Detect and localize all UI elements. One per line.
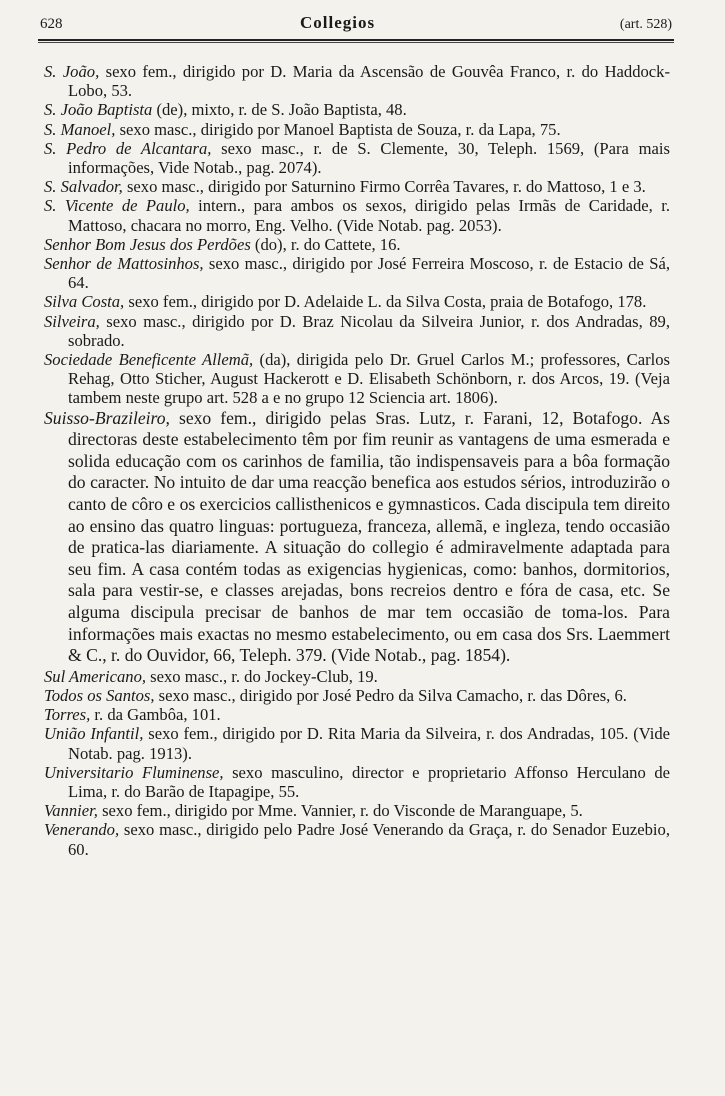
entry-name: S. Salvador,	[44, 177, 123, 197]
entry-text: (do), r. do Cattete, 16.	[250, 234, 401, 254]
entry-name: Venerando,	[44, 820, 120, 840]
list-item	[44, 666, 670, 686]
entry-text: sexo fem., dirigido por Mme. Vannier, r. do Visconde de Maranguape, 5.	[97, 801, 583, 821]
list-item	[44, 311, 670, 350]
entry-name: Torres,	[44, 705, 91, 725]
entry-name: Silva Costa,	[44, 292, 125, 312]
list-item	[44, 177, 670, 197]
entry-text: sexo masc., dirigido por Manoel Baptista de Souza, r. da Lapa, 75.	[115, 119, 561, 139]
list-item	[44, 407, 670, 667]
entry-name: Senhor de Mattosinhos,	[44, 254, 204, 274]
list-item	[44, 762, 670, 801]
list-item	[44, 820, 670, 859]
entry-list	[38, 62, 670, 859]
entry-name: Senhor Bom Jesus dos Perdões	[44, 234, 251, 254]
entry-text: (da), dirigida pelo Dr. Gruel Carlos M.; professores, Carlos Rehag, Otto Sticher, August Hackerott e D. Elisabeth Schönborn, r. dos Arcos, 19. (Veja tambem neste grupo art. 528 a e no grupo 12 Sciencia art. 1806).	[68, 350, 670, 408]
list-item	[44, 292, 670, 312]
entry-name: S. João Baptista	[44, 100, 153, 120]
list-item	[44, 234, 670, 254]
entry-text: sexo fem., dirigido por D. Maria da Ascensão de Gouvêa Franco, r. do Haddock-Lobo, 53.	[68, 62, 670, 101]
entry-text: (de), mixto, r. de S. João Baptista, 48.	[152, 100, 407, 120]
entry-name: Sociedade Beneficente Allemã,	[44, 350, 254, 370]
list-item	[44, 705, 670, 725]
entry-name: Suisso-Brazileiro,	[44, 407, 170, 428]
book-page	[38, 8, 674, 859]
entry-name: Todos os Santos,	[44, 685, 155, 705]
list-item	[44, 196, 671, 235]
list-item	[44, 801, 670, 821]
header-rule	[38, 39, 674, 41]
entry-name: S. Vicente de Paulo,	[44, 196, 190, 216]
entry-name: S. Manoel,	[44, 119, 116, 139]
header-rule-thin	[38, 42, 674, 43]
list-item	[44, 685, 670, 705]
entry-text: sexo masc., r. de S. Clemente, 30, Teleph. 1569, (Para mais informações, Vide Notab., pag. 2074).	[68, 138, 670, 178]
entry-text: sexo masc., dirigido pelo Padre José Venerando da Graça, r. do Senador Euzebio, 60.	[68, 820, 670, 859]
entry-text: sexo fem., dirigido por D. Rita Maria da Silveira, r. dos Andradas, 105. (Vide Notab. pag. 1913).	[68, 724, 671, 763]
list-item	[44, 62, 670, 101]
entry-name: S. Pedro de Alcantara,	[44, 138, 212, 158]
entry-text: sexo fem., dirigido pelas Sras. Lutz, r. Farani, 12, Botafogo. As directoras deste estabelecimento têm por fim reunir as vantagens de uma esmerada e solida educação com os carinhos de familia, tão indispensaveis para a bôa formação do caracter. No intuito de dar uma reacção benefica aos estudos sérios, introduzirão o canto de côro e os exercicios callisthenicos e gymnasticos. Cada discipula tem direito ao ensino das quatro linguas: portugueza, franceza, allemã, e ingleza, tendo occasião de pratica-las diariamente. A situação do collegio é admiravelmente adaptada para seu fim. A casa contém todas as exigencias hygienicas, como: banhos, dormitorios, sala para vestir-se, e classes arejadas, bons recreios dentro e fóra de casa, etc. Se alguma discipula precisar de banhos de mar tem occasião de toma-los. Para informações mais exactas no mesmo estabelecimento, ou em casa dos Srs. Laemmert & C., r. do Ouvidor, 66, Teleph. 379. (Vide Notab., pag. 1854).	[68, 407, 670, 666]
entry-text: sexo masc., dirigido por D. Braz Nicolau da Silveira Junior, r. dos Andradas, 89, sobrado.	[68, 311, 670, 350]
entry-text: intern., para ambos os sexos, dirigido pelas Irmãs de Caridade, r. Mattoso, chacara no morro, Eng. Velho. (Vide Notab. pag. 2053).	[68, 196, 671, 235]
entry-text: sexo masc., dirigido por Saturnino Firmo Corrêa Tavares, r. do Mattoso, 1 e 3.	[122, 177, 646, 197]
entry-text: sexo masculino, director e proprietario Affonso Herculano de Lima, r. do Barão de Itapagipe, 55.	[68, 762, 670, 801]
list-item	[44, 100, 670, 120]
page-header	[38, 8, 674, 38]
entry-name: S. João,	[44, 62, 100, 81]
running-title: Collegios	[300, 13, 376, 32]
entry-text: r. da Gambôa, 101.	[90, 705, 221, 725]
list-item	[44, 724, 671, 763]
entry-name: Universitario Fluminense,	[44, 762, 224, 782]
entry-text: sexo masc., dirigido por José Pedro da Silva Camacho, r. das Dôres, 6.	[154, 685, 627, 705]
page-number: 628	[40, 16, 63, 32]
entry-name: União Infantil,	[44, 724, 144, 744]
entry-name: Sul Americano,	[44, 666, 147, 686]
entry-name: Vannier,	[44, 801, 98, 821]
list-item	[44, 254, 670, 293]
article-reference: (art. 528)	[619, 17, 672, 32]
entry-text: sexo masc., dirigido por José Ferreira Moscoso, r. de Estacio de Sá, 64.	[68, 254, 670, 293]
list-item	[44, 119, 670, 139]
entry-text: sexo fem., dirigido por D. Adelaide L. da Silva Costa, praia de Botafogo, 178.	[124, 292, 647, 312]
list-item	[44, 138, 670, 178]
list-item	[44, 350, 670, 408]
entry-text: sexo masc., r. do Jockey-Club, 19.	[146, 666, 378, 686]
entry-name: Silveira,	[44, 311, 100, 331]
